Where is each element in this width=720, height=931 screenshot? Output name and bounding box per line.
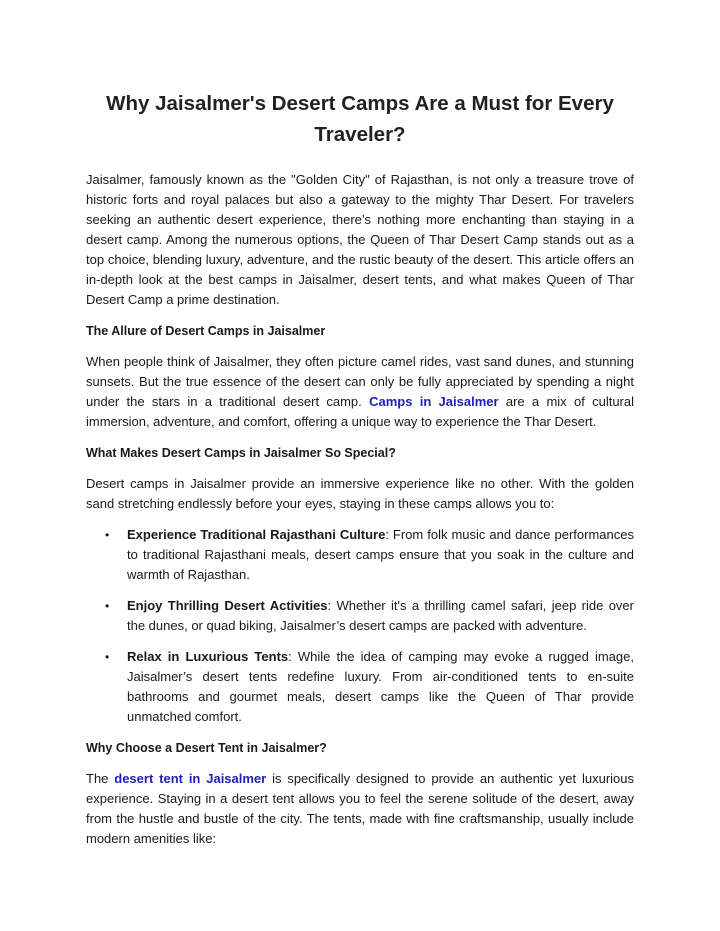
list-item (86, 596, 634, 636)
bullet-icon: • (105, 599, 110, 613)
section-heading-allure: The Allure of Desert Camps in Jaisalmer (86, 324, 326, 338)
section-heading-special: What Makes Desert Camps in Jaisalmer So Special? (86, 446, 396, 460)
section-heading-desert-tent: Why Choose a Desert Tent in Jaisalmer? (86, 741, 327, 755)
page-title: Why Jaisalmer's Desert Camps Are a Must for Every Traveler? (106, 92, 614, 146)
list-item (86, 525, 634, 585)
list-item-text: : From folk music and dance performances to traditional Rajasthani meals, desert camps ensure that you soak in the culture and warmth of Rajasthan. (127, 527, 634, 582)
desert-tent-paragraph (86, 769, 634, 849)
list-item-title: Experience Traditional Rajasthani Culture (127, 527, 386, 542)
intro-paragraph: Jaisalmer, famously known as the "Golden City" of Rajasthan, is not only a treasure trove of historic forts and royal palaces but also a gateway to the mighty Thar Desert. For travelers seeking an authentic desert experience, there’s nothing more enchanting than staying in a desert camp. Among the numerous options, the Queen of Thar Desert Camp stands out as a top choice, blending luxury, adventure, and the rustic beauty of the desert. This article offers an in-depth look at the best camps in Jaisalmer, desert tents, and what makes Queen of Thar Desert Camp a prime destination. (86, 172, 634, 307)
bullet-icon: • (105, 528, 110, 542)
bullet-icon: • (105, 650, 110, 664)
list-item (86, 647, 634, 727)
feature-list (86, 525, 634, 727)
tent-text-after: is specifically designed to provide an authentic yet luxurious experience. Staying in a desert tent allows you to feel the serene solitude of the desert, away from the hustle and bustle of the city. The tents, made with fine craftsmanship, usually include modern amenities like: (86, 771, 635, 846)
tent-text-before: The (86, 771, 115, 786)
list-item-title: Relax in Luxurious Tents (127, 649, 289, 664)
list-item-text: : Whether it's a thrilling camel safari, jeep ride over the dunes, or quad biking, Jaisalmer’s desert camps are packed with adventure. (127, 598, 634, 633)
list-item-text: : While the idea of camping may evoke a rugged image, Jaisalmer’s desert tents redefine luxury. From air-conditioned tents to en-suite bathrooms and gourmet meals, desert camps like the Queen of Thar provide unmatched comfort. (127, 649, 635, 724)
allure-paragraph (86, 352, 634, 432)
special-paragraph: Desert camps in Jaisalmer provide an immersive experience like no other. With the golden sand stretching endlessly before your eyes, staying in these camps allows you to: (86, 476, 634, 511)
camps-in-jaisalmer-link[interactable]: Camps in Jaisalmer (369, 394, 499, 409)
desert-tent-link[interactable]: desert tent in Jaisalmer (114, 771, 267, 786)
allure-text-before: When people think of Jaisalmer, they often picture camel rides, vast sand dunes, and stunning sunsets. But the true essence of the desert can only be fully appreciated by spending a night under the stars in a traditional desert camp. (86, 354, 634, 409)
list-item-title: Enjoy Thrilling Desert Activities (127, 598, 328, 613)
allure-text-after: are a mix of cultural immersion, adventure, and comfort, offering a unique way to experience the Thar Desert. (86, 394, 635, 429)
